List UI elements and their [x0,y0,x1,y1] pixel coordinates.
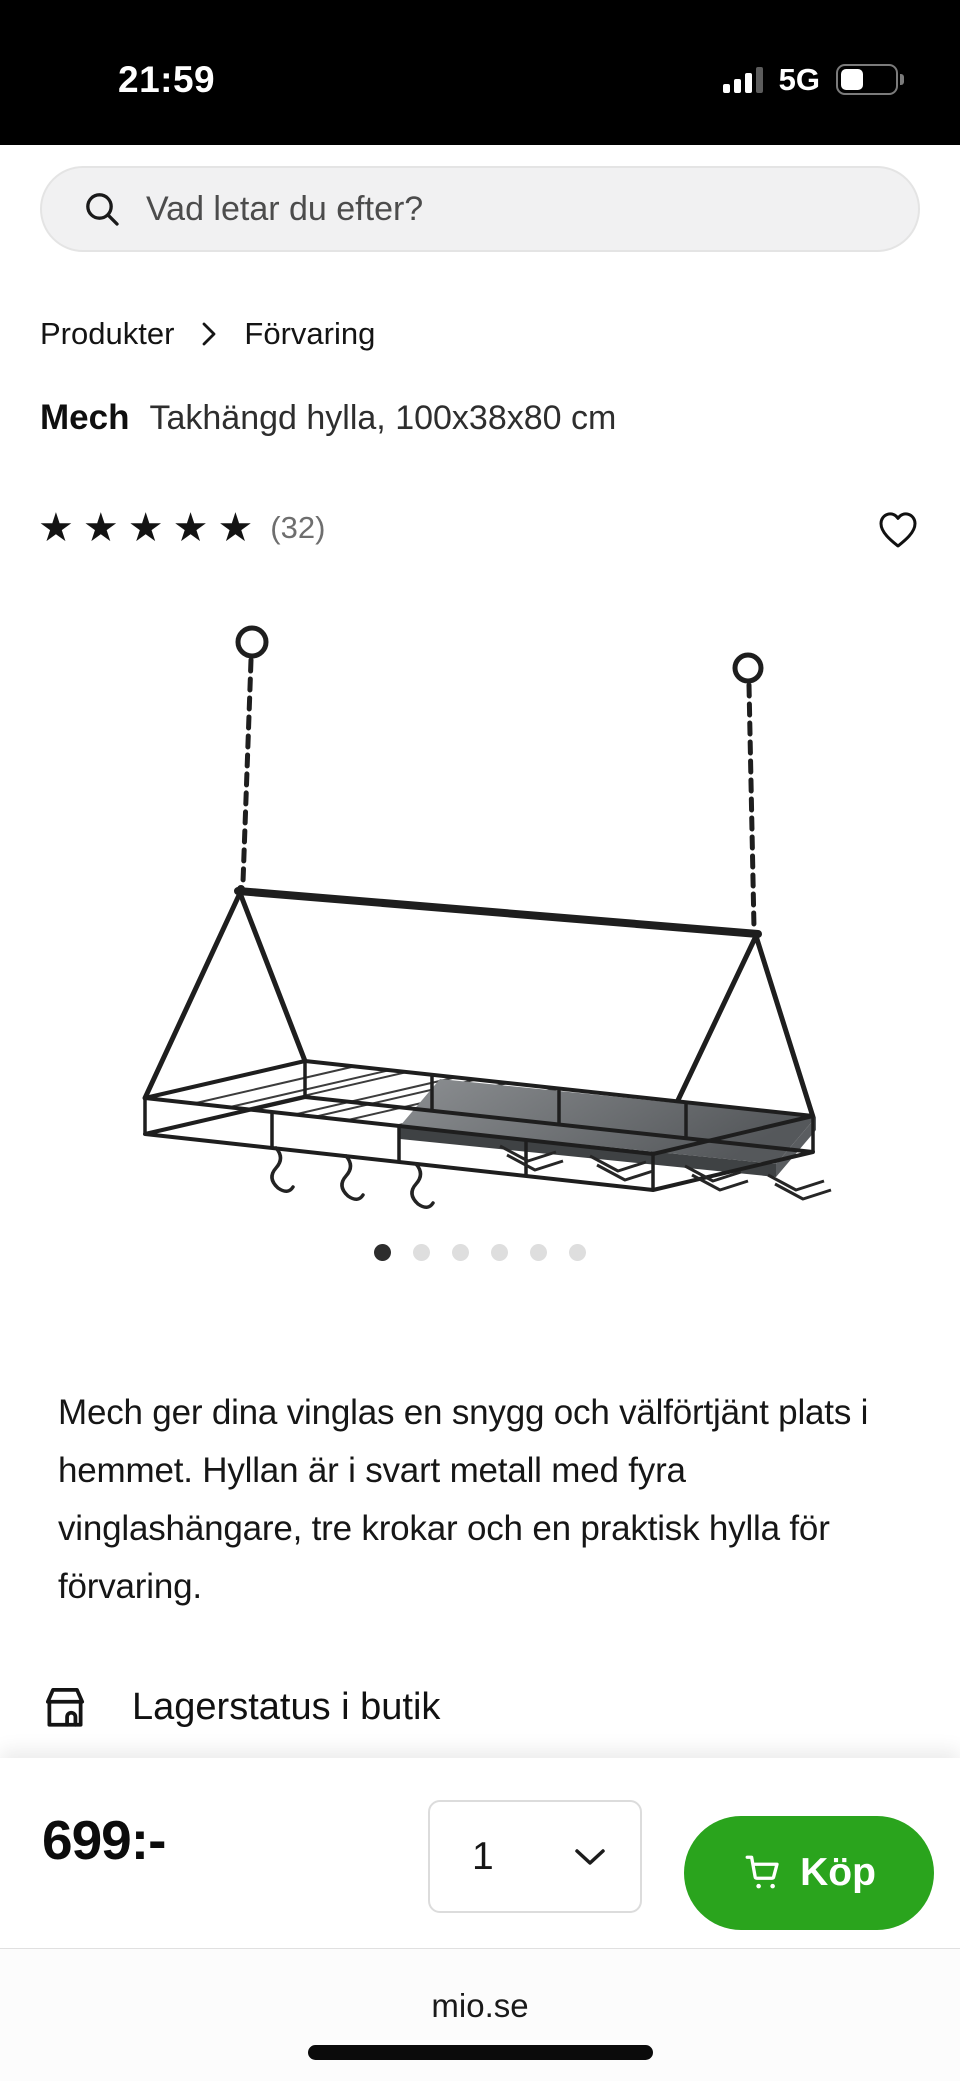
product-brand: Mech [40,398,130,437]
product-title [40,398,616,438]
carousel-dot[interactable] [530,1244,547,1261]
chevron-down-icon [574,1848,606,1866]
stock-status-label: Lagerstatus i butik [132,1685,441,1728]
battery-icon [836,64,898,95]
cart-icon [742,1852,784,1894]
favorite-button[interactable] [874,504,922,552]
product-image[interactable] [100,598,860,1198]
breadcrumb-forvaring[interactable]: Förvaring [244,316,376,351]
product-description: Mech ger dina vinglas en snygg och välförtjänt plats i hemmet. Hyllan är i svart metall med fyra vinglashängare, tre krokar och en praktisk hylla för förvaring. [58,1393,869,1606]
carousel-dot[interactable] [374,1244,391,1261]
home-indicator[interactable] [308,2045,653,2060]
buy-button-label: Köp [800,1851,876,1894]
product-name: Takhängd hylla, 100x38x80 cm [149,399,617,437]
chevron-right-icon [202,322,216,346]
search-placeholder: Vad letar du efter? [146,189,424,228]
status-time: 21:59 [118,58,216,100]
network-type-label: 5G [778,61,820,97]
quantity-value: 1 [472,1834,494,1878]
carousel-dots [0,1244,960,1261]
rating-stars: ★★★★★ [38,505,263,551]
carousel-dot[interactable] [569,1244,586,1261]
signal-strength-icon [723,67,763,93]
carousel-dot[interactable] [413,1244,430,1261]
heart-icon [874,504,922,552]
carousel-dot[interactable] [491,1244,508,1261]
buy-button[interactable] [684,1816,934,1930]
browser-bottom-bar [0,1948,960,2081]
stock-status-row[interactable] [40,1682,440,1732]
carousel-dot[interactable] [452,1244,469,1261]
purchase-bar [0,1758,960,1948]
search-input[interactable] [40,166,920,252]
status-bar [0,0,960,145]
store-icon [40,1682,90,1732]
price: 699:- [42,1809,166,1871]
breadcrumb [40,316,375,352]
search-icon [82,189,122,229]
breadcrumb-produkter[interactable]: Produkter [40,316,175,351]
quantity-select[interactable] [428,1800,642,1913]
address-bar-domain[interactable]: mio.se [431,1987,529,2024]
review-count[interactable]: (32) [270,510,326,545]
rating-row [38,504,922,552]
